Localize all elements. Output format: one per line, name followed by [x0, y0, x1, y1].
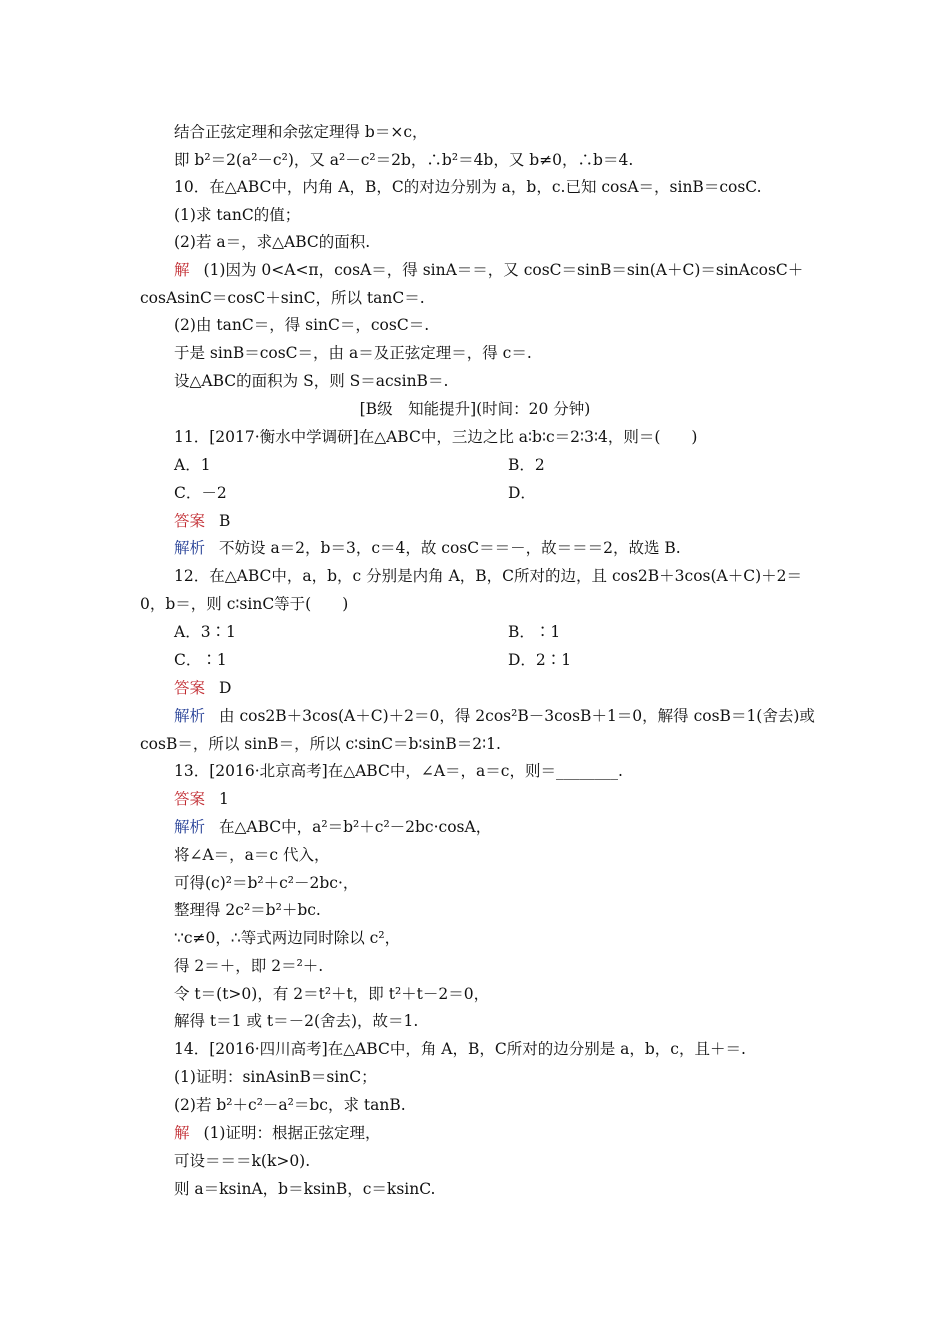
answer-label: 答案	[174, 679, 206, 697]
text-line: 0，b＝，则 c∶sinC等于( )	[140, 595, 349, 613]
option-a: A．3∶1	[174, 623, 236, 641]
text-line: 则 a＝ksinA，b＝ksinB，c＝ksinC.	[174, 1180, 436, 1198]
answer-label: 答案	[174, 512, 206, 530]
answer-text: B	[219, 512, 231, 530]
text-line: (2)若 b²＋c²－a²＝bc，求 tanB.	[174, 1096, 406, 1114]
solution-line	[174, 1123, 380, 1143]
analysis-line	[174, 538, 681, 558]
text-line: 可设＝＝＝k(k>0).	[174, 1152, 311, 1170]
text-line: cosB＝，所以 sinB＝，所以 c∶sinC＝b∶sinB＝2∶1.	[140, 735, 501, 753]
answer-text: 1	[219, 790, 229, 808]
text-line: 设△ABC的面积为 S，则 S＝acsinB＝.	[174, 372, 449, 390]
solution-text: (1)证明：根据正弦定理，	[203, 1124, 381, 1142]
solution-label: 解	[174, 261, 190, 279]
text-line: 解得 t＝1 或 t＝－2(舍去)，故＝1.	[174, 1012, 419, 1030]
text-line: (1)求 tanC的值；	[174, 206, 301, 224]
text-line: 整理得 2c²＝b²＋bc.	[174, 901, 321, 919]
analysis-label: 解析	[174, 539, 206, 557]
option-b: B．∶1	[508, 623, 561, 641]
answer-line	[174, 789, 229, 809]
text-line: cosAsinC＝cosC＋sinC，所以 tanC＝.	[140, 289, 425, 307]
text-line: 即 b²＝2(a²－c²)，又 a²－c²＝2b，∴b²＝4b，又 b≠0，∴b＝4.	[174, 151, 634, 169]
text-line: 可得(c)²＝b²＋c²－2bc·，	[174, 874, 359, 892]
option-c: C．－2	[174, 484, 227, 502]
analysis-line	[174, 706, 815, 726]
text-line: 得 2＝＋，即 2＝²＋.	[174, 957, 324, 975]
text-line: (2)由 tanC＝，得 sinC＝，cosC＝.	[174, 316, 430, 334]
problem-12-stem: 12．在△ABC中，a，b，c 分别是内角 A，B，C所对的边，且 cos2B＋3cos(A＋C)＋2＝	[174, 567, 803, 585]
text-line: 结合正弦定理和余弦定理得 b＝×c，	[174, 123, 428, 141]
text-line: (2)若 a＝，求△ABC的面积.	[174, 233, 371, 251]
analysis-text: 不妨设 a＝2，b＝3，c＝4，故 cosC＝＝－，故＝＝＝2，故选 B.	[219, 539, 681, 557]
problem-13-stem: 13．[2016·北京高考]在△ABC中，∠A＝，a＝c，则＝________.	[174, 762, 623, 780]
option-c: C．∶1	[174, 651, 227, 669]
solution-text: (1)因为 0<A<π，cosA＝，得 sinA＝＝，又 cosC＝sinB＝sin(A＋C)＝sinAcosC＋	[203, 261, 804, 279]
text-line: 令 t＝(t>0)，有 2＝t²＋t，即 t²＋t－2＝0，	[174, 985, 490, 1003]
analysis-text: 由 cos2B＋3cos(A＋C)＋2＝0，得 2cos²B－3cosB＋1＝0，解得 cosB＝1(舍去)或	[219, 707, 815, 725]
answer-line	[174, 511, 230, 531]
analysis-text: 在△ABC中，a²＝b²＋c²－2bc·cosA，	[219, 818, 492, 836]
analysis-line	[174, 817, 491, 837]
text-line: (1)证明：sinAsinB＝sinC；	[174, 1068, 377, 1086]
solution-line	[174, 260, 803, 280]
option-b: B．2	[508, 456, 545, 474]
answer-label: 答案	[174, 790, 206, 808]
answer-line	[174, 678, 231, 698]
problem-11-stem: 11．[2017·衡水中学调研]在△ABC中，三边之比 a∶b∶c＝2∶3∶4，则＝( )	[174, 428, 698, 446]
text-line: 将∠A＝，a＝c 代入，	[174, 846, 330, 864]
text-line: 于是 sinB＝cosC＝，由 a＝及正弦定理＝，得 c＝.	[174, 344, 532, 362]
section-heading: [B级 知能提升](时间：20 分钟)	[359, 400, 591, 418]
text-line: ∵c≠0，∴等式两边同时除以 c²，	[174, 929, 401, 947]
analysis-label: 解析	[174, 818, 206, 836]
analysis-label: 解析	[174, 707, 206, 725]
problem-14-stem: 14．[2016·四川高考]在△ABC中，角 A，B，C所对的边分别是 a，b，c，且＋＝.	[174, 1040, 746, 1058]
option-d: D．2∶1	[508, 651, 572, 669]
answer-text: D	[219, 679, 232, 697]
option-d: D．	[508, 484, 536, 502]
solution-label: 解	[174, 1124, 190, 1142]
option-a: A．1	[174, 456, 211, 474]
problem-10-stem: 10．在△ABC中，内角 A，B，C的对边分别为 a，b，c.已知 cosA＝，sinB＝cosC.	[174, 178, 762, 196]
